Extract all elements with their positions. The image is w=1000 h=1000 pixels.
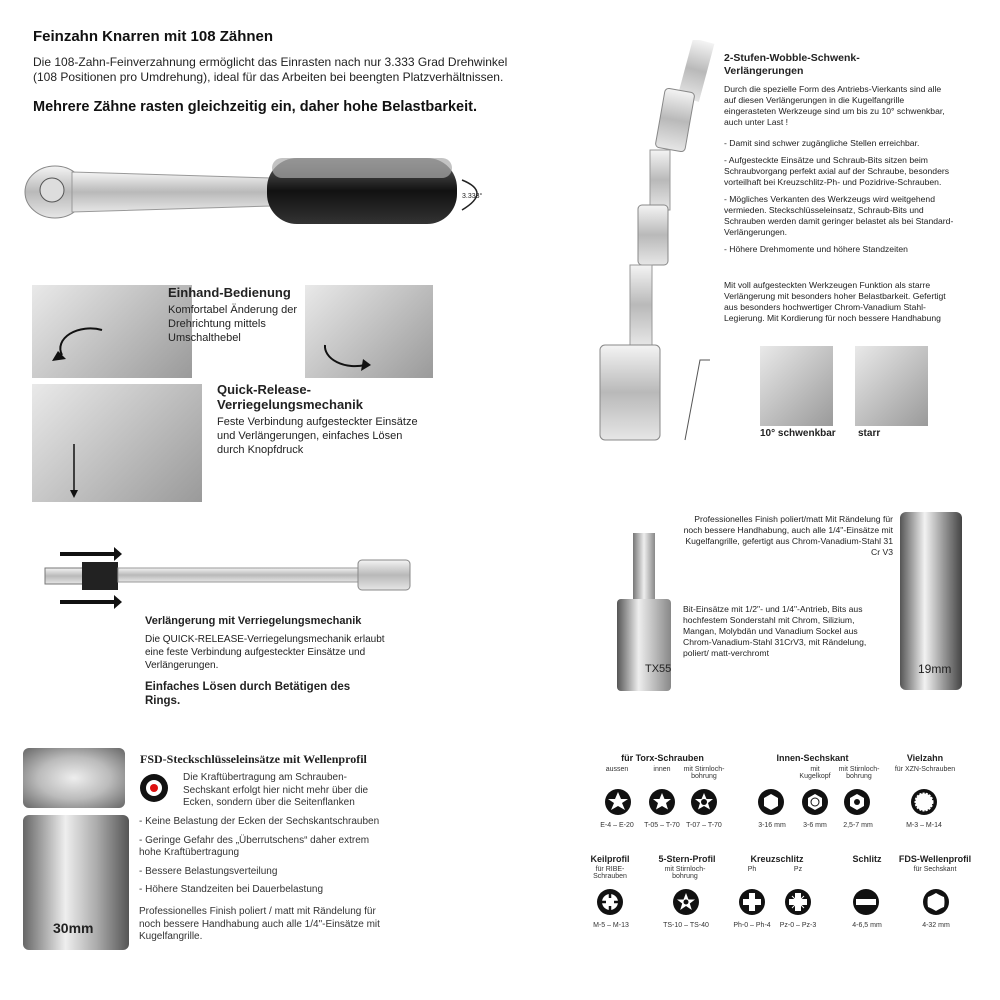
fsd-bullet: - Keine Belastung der Ecken der Sechskantschrauben (139, 816, 380, 827)
angle-label: 3.333° (462, 193, 483, 200)
wobble-intro: Durch die spezielle Form des Antriebs-Vierkants sind alle auf diesen Verlängerungen in die Kugelfangrille eingerasteten Werkzeuge sind um bis zu 10° schwenkbar, auch unter Last ! (724, 84, 945, 127)
torx-hole-icon (690, 788, 718, 816)
fsd-socket-side (23, 815, 129, 950)
ph-sub: Ph (747, 866, 757, 873)
xzn-icon (910, 788, 938, 816)
bit-label: TX55 (645, 663, 672, 675)
hex-hole-icon (843, 788, 871, 816)
profile-ribe-header: Keilprofil (590, 854, 630, 864)
fsd-profile-icon (139, 773, 169, 803)
wobble-bullet: - Mögliches Verkanten des Werkzeugs wird weitgehend vermieden. Steckschlüsseleinsatz, Schraub-Bits und Schrauben werden damit geringer belastet als bei Standard-Verlängerungen. (724, 194, 954, 237)
bits-description: Bit-Einsätze mit 1/2"- und 1/4"-Antrieb, Bits aus hochfestem Sonderstahl mit Chrom, Silizium, Mangan, Molybdän und Vanadium Sockel aus Chrom-Vanadium-Stahl 31CrV3, mit Rändelung, poliert/ matt-verchromt (683, 604, 867, 658)
wobble-title: 2-Stufen-Wobble-Schwenk-Verlängerungen (724, 52, 860, 77)
quick-release-description: Feste Verbindung aufgesteckter Einsätze und Verlängerungen, einfaches Lösen durch Knopfdruck (217, 416, 418, 456)
swivel-label: 10° schwenkbar (760, 428, 836, 439)
torx-inner-icon (648, 788, 676, 816)
wobble-bullet: - Aufgesteckte Einsätze und Schraub-Bits sitzen beim Schraubvorgang perfekt axial auf der Schraube, besonders vorteilhaft bei Kreuzschlitz-Ph- und Pozidrive-Schrauben. (724, 155, 950, 187)
extension-description: Die QUICK-RELEASE-Verriegelungsmechanik erlaubt eine feste Verbindung aufgesteckter Einsätze und Verlängerungen. (145, 634, 385, 671)
wobble-bullet: - Höhere Drehmomente und höhere Standzeiten (724, 244, 908, 254)
rigid-label: starr (858, 428, 881, 439)
profile-hex-header: Innen-Sechskant (776, 753, 849, 763)
ribe-icon (596, 888, 624, 916)
swivel-photo (760, 346, 833, 426)
hex-ball-sub: mit Kugelkopf (799, 766, 831, 780)
fsd-socket-top (23, 748, 125, 808)
wobble-rigid-note: Mit voll aufgesteckten Werkzeugen Funktion als starre Verlängerung mit besonders hoher Belastbarkeit. Gefertigt aus besonders hochwertiger Chrom-Vanadium Stahl-Legierung. Mit Kordierung für noch bessere Handhabung (724, 280, 946, 323)
fds-wave-icon (922, 888, 950, 916)
torx-stirnloch-sub: mit Stirnloch-bohrung (683, 766, 725, 780)
ph-range: Ph-0 – Ph-4 (733, 922, 771, 929)
ribe-range: M-5 – M-13 (593, 922, 629, 929)
fsd-bullets (139, 816, 389, 903)
5star-range: TS-10 – TS-40 (663, 922, 709, 929)
profile-cross-header: Kreuzschlitz (750, 854, 804, 864)
hex-hole-sub: mit Stirnloch-bohrung (838, 766, 880, 780)
5star-sub: mit Stirnloch-bohrung (664, 866, 706, 880)
socket-19mm-label: 19mm (918, 662, 952, 676)
fsd-socket-label: 30mm (53, 920, 94, 936)
phillips-icon (738, 888, 766, 916)
bits-finish: Professionelles Finish poliert/matt Mit Rändelung für noch bessere Handhabung, auch alle 1/4"-Einsätze mit Kugelfangrille, gefertigt aus Chrom-Vanadium-Stahl 31 Cr V3 (683, 514, 893, 557)
hex-hole-range: 2,5-7 mm (843, 822, 873, 829)
pz-range: Pz-0 – Pz-3 (779, 922, 817, 929)
torx-aussen-range: E-4 – E-20 (600, 822, 634, 829)
profile-slot-header: Schlitz (852, 854, 882, 864)
profile-xzn-header: Vielzahn (906, 753, 944, 763)
xzn-sub: für XZN-Schrauben (894, 766, 956, 773)
pozidriv-icon (784, 888, 812, 916)
ribe-sub: für RIBE-Schrauben (593, 866, 627, 880)
socket-19mm-image (900, 512, 962, 690)
ratchet-headline: Mehrere Zähne rasten gleichzeitig ein, daher hohe Belastbarkeit. (33, 99, 477, 115)
xzn-range: M-3 – M-14 (906, 822, 942, 829)
one-hand-description: Komfortabel Änderung der Drehrichtung mittels Umschalthebel (168, 304, 298, 344)
fsd-title: FSD-Steckschlüsseleinsätze mit Wellenprofil (140, 752, 367, 766)
one-hand-photo-right (305, 285, 433, 378)
profile-torx-header: für Torx-Schrauben (621, 753, 704, 763)
fsd-bullet: - Höhere Standzeiten bei Dauerbelastung (139, 884, 324, 895)
extension-title: Verlängerung mit Verriegelungsmechanik (145, 615, 362, 627)
extension-emphasis: Einfaches Lösen durch Betätigen des Rings. (145, 681, 351, 707)
hex-icon (757, 788, 785, 816)
hex-ball-icon (801, 788, 829, 816)
ratchet-title: Feinzahn Knarren mit 108 Zähnen (33, 28, 274, 45)
torx-aussen-sub: aussen (605, 766, 629, 773)
profile-fds-header: FDS-Wellenprofil (898, 854, 972, 864)
pz-sub: Pz (793, 866, 803, 873)
quick-release-title: Quick-Release-Verriegelungsmechanik (217, 382, 363, 412)
rigid-photo (855, 346, 928, 426)
fsd-bullet: - Bessere Belastungsverteilung (139, 865, 278, 877)
ratchet-image (22, 150, 502, 230)
fds-range: 4-32 mm (922, 922, 950, 929)
fsd-finish: Professionelles Finish poliert / matt mit Rändelung für noch bessere Handhabung auch alle 1/4"-Einsätze mit Kugelfangrille. (139, 906, 380, 942)
fds-sub: für Sechskant (913, 866, 957, 873)
torx-innen-sub: innen (653, 766, 671, 773)
torx-outer-icon (604, 788, 632, 816)
fsd-bullet: - Geringe Gefahr des „Überrutschens“ daher extrem hohe Kraftübertragung (139, 834, 370, 858)
bit-socket-image (615, 533, 673, 693)
profile-5star-header: 5-Stern-Profil (658, 854, 716, 864)
wobble-bullets (724, 138, 954, 261)
torx-innen-range: T-05 – T-70 (644, 822, 680, 829)
torx-stirnloch-range: T-07 – T-70 (686, 822, 722, 829)
wobble-bullet: - Damit sind schwer zugängliche Stellen erreichbar. (724, 138, 920, 148)
hex-ball-range: 3-6 mm (803, 822, 827, 829)
one-hand-title: Einhand-Bedienung (168, 285, 291, 300)
fsd-intro: Die Kraftübertragung am Schrauben-Sechskant erfolgt hier nicht mehr über die Ecken, sondern über die Seitenflanken (183, 772, 369, 808)
ratchet-description: Die 108-Zahn-Feinverzahnung ermöglicht das Einrasten nach nur 3.333 Grad Drehwinkel (108 Positionen pro Umdrehung), ideal für das Arbeiten bei beengten Platzverhältnissen. (33, 55, 508, 84)
slot-icon (852, 888, 880, 916)
hex-range: 3-16 mm (758, 822, 786, 829)
slot-range: 4-6,5 mm (852, 922, 882, 929)
five-star-icon (672, 888, 700, 916)
extension-image (40, 540, 420, 610)
quick-release-photo (32, 384, 202, 502)
